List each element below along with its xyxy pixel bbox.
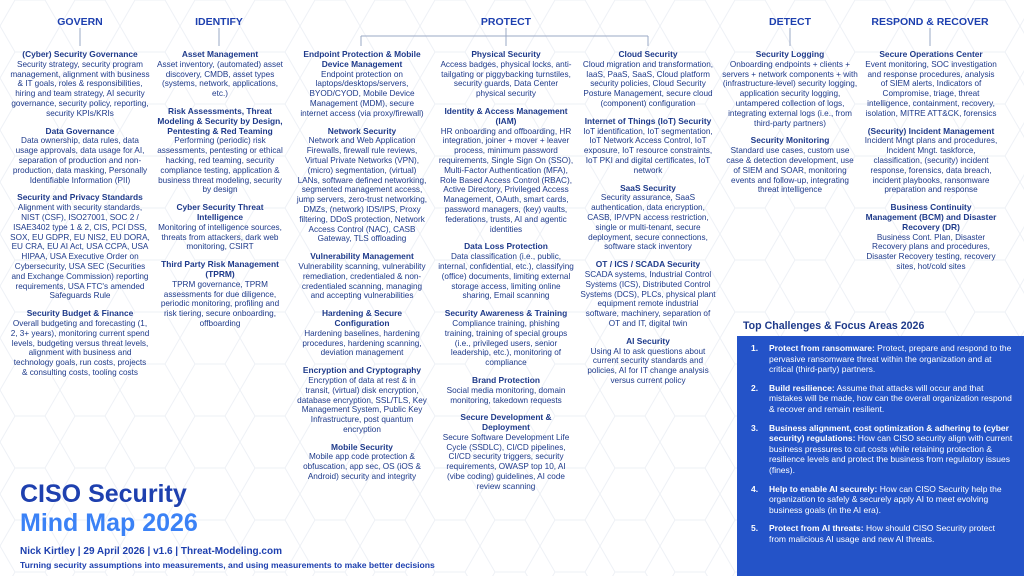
section-title: Security Monitoring — [750, 135, 830, 146]
section-security-awareness — [438, 309, 574, 368]
section-body: Overall budgeting and forecasting (1, 2, 3+ years), monitoring current spend levels, budgeting versus threat levels, alignment with business and technology goals, run costs, projects & consulting costs, tooling costs — [10, 318, 150, 377]
challenge-item — [747, 523, 1014, 544]
section-title: (Cyber) Security Governance — [22, 49, 138, 59]
section-data-governance — [10, 127, 150, 186]
section-title: Secure Development & Deployment — [460, 412, 552, 433]
section-body: Asset inventory, (automated) asset discovery, CMDB, asset types (systems, network, applications, etc.) — [157, 59, 283, 99]
section-title: Security Logging — [755, 49, 825, 59]
section-incident-management — [864, 127, 998, 196]
section-title: Identity & Access Management (IAM) — [444, 105, 568, 126]
section-network-security — [296, 127, 428, 245]
section-title: Security Awareness & Training — [444, 308, 568, 319]
section-body: Incident Mngt plans and procedures, Incident Mngt. taskforce, classification, (security) incident response, forensics, data breach, incident playbooks, ransomware preparation and response — [864, 136, 998, 195]
section-body: IoT identification, IoT segmentation, IoT Network Access Control, IoT exposure, IoT resource constraints, IoT PKI and digital certificates, IoT network — [583, 126, 713, 175]
section-title: Encryption and Cryptography — [302, 365, 422, 376]
challenge-number: 5. — [751, 523, 759, 534]
challenge-text: How should CISO Security protect from malicious AI usage and new AI threats. — [769, 523, 995, 544]
challenge-item — [747, 343, 1014, 375]
section-title: (Security) Incident Management — [867, 125, 995, 136]
category-respond-recover: RESPOND & RECOVER — [871, 16, 989, 28]
section-body: Hardening baselines, hardening procedures, hardening scanning, deviation management — [302, 328, 422, 358]
section-body: Vulnerability scanning, vulnerability remediation, credentialed & non-credentialed scanning, managing and accepting vulnerabilities — [298, 261, 426, 301]
section-iot-security — [580, 117, 716, 176]
section-title: Vulnerability Management — [310, 251, 414, 262]
section-mobile-security — [296, 443, 428, 482]
section-body: Event monitoring, SOC investigation and response procedures, analysis of SIEM alerts, Indicators of Compromise, triage, threat intelligence, containment, recovery, isolation, MITRE ATT&CK, forensics — [865, 59, 997, 118]
respond-recover-column — [864, 50, 998, 280]
category-govern: GOVERN — [57, 16, 103, 28]
challenge-item — [747, 423, 1014, 476]
title-line-2: Mind Map 2026 — [20, 509, 198, 537]
challenge-number: 3. — [751, 422, 759, 433]
section-title: Data Loss Protection — [464, 241, 548, 252]
section-hardening — [296, 309, 428, 358]
category-detect: DETECT — [769, 16, 811, 28]
section-body: Mobile app code protection & obfuscation, app sec, OS (iOS & Android) security and integrity — [303, 452, 421, 482]
section-body: Security assurance, SaaS authentication, data encryption, CASB, IP/VPN access restriction, single or multi-tenant, secure deployment, secure connections, software stack inventory — [587, 193, 709, 252]
section-body: Network and Web Application Firewalls, firewall rule reviews, Virtual Private Networks (VPN), (micro) segmentation, (virtual) LANs, software defined networking, segmented management access, jump servers, zero-trust networking, DMZs, (network) IDS/IPS, Proxy filtering, DDoS protection, Network Access Control (NAC), CASB Gateway, TLS offloading — [296, 136, 428, 244]
challenges-panel — [737, 336, 1024, 576]
section-title: Security and Privacy Standards — [17, 192, 143, 203]
category-identify: IDENTIFY — [195, 16, 243, 28]
section-body: HR onboarding and offboarding, HR integration, joiner + mover + leaver process, minimum password requirements, Single Sign On (SSO), Multi-Factor Authentication (MFA), Role Based Access Control (RBAC), Active Directory, Privileged Access Management, OAuth, smart cards, password managers, (key) vaults, federations, trusts, AI and agentic identities — [438, 126, 574, 234]
section-body: Performing (periodic) risk assessments, pentesting or ethical hacking, red teaming, security compliance testing, application & business threat modeling, security by design — [157, 136, 283, 195]
protect-column-3 — [580, 50, 716, 394]
tagline: Turning security assumptions into measurements, and using measurements to make better decisions — [20, 560, 435, 570]
section-title: AI Security — [626, 335, 670, 346]
title-line-1: CISO Security — [20, 480, 187, 508]
section-title: SaaS Security — [620, 182, 676, 193]
section-body: Onboarding endpoints + clients + servers + network components + with (infrastructure-level) security logging, application security logging, untampered collection of logs, integrating external logs (i.e., from third-party partners) — [722, 59, 858, 128]
section-soc — [864, 50, 998, 119]
section-iam — [438, 107, 574, 234]
section-physical-security — [438, 50, 574, 99]
section-title: Cloud Security — [618, 49, 678, 59]
section-title: Third Party Risk Management (TPRM) — [161, 259, 279, 279]
section-title: Asset Management — [181, 49, 259, 59]
section-cloud-security — [580, 50, 716, 109]
challenge-text: How can CISO security align with current business pressures to cut costs while retaining protection & resilience levels and protect the business from regulatory issues (fines). — [769, 433, 1013, 475]
challenge-number: 4. — [751, 483, 759, 494]
section-body: Secure Software Development Life Cycle (SSDLC), CI/CD pipelines, CI/CD security triggers, security requirements, OWASP top 10, AI (vibe coding) guidelines, AI code review scanning — [442, 432, 570, 491]
challenges-title: Top Challenges & Focus Areas 2026 — [743, 320, 925, 332]
challenge-head: Protect from ransomware: — [769, 343, 875, 353]
challenge-head: Protect from AI threats: — [769, 523, 864, 534]
detect-column — [722, 50, 858, 203]
section-secure-development — [438, 413, 574, 491]
section-title: Hardening & Secure Configuration — [321, 308, 403, 328]
section-body: SCADA systems, Industrial Control Systems (ICS), Distributed Control Systems (DCS), PLCs, physical plant equipment remote industrial software, machinery, separation of OT and IT, digital twin — [580, 269, 716, 328]
section-title: Internet of Things (IoT) Security — [584, 115, 712, 126]
govern-column — [10, 50, 150, 386]
section-security-privacy-standards — [10, 193, 150, 301]
section-body: Access badges, physical locks, anti-tailgating or piggybacking turnstiles, security guards, Data Center physical security — [440, 59, 572, 99]
section-body: Compliance training, phishing training, training of special groups (i.e., privileged users, senior leadership, etc.), monitoring of compliance — [444, 318, 568, 368]
section-brand-protection — [438, 376, 574, 405]
section-security-governance — [10, 50, 150, 119]
challenge-head: Business alignment, cost optimization & adhering to (cyber security) regulations: — [769, 422, 1009, 444]
challenge-head: Build resilience: — [769, 382, 835, 393]
section-ot-ics-scada — [580, 260, 716, 329]
section-threat-intelligence — [154, 203, 286, 252]
section-title: Network Security — [327, 125, 397, 136]
section-body: Social media monitoring, domain monitoring, takedown requests — [446, 385, 566, 405]
section-body: Using AI to ask questions about current security standards and policies, AI for IT change analysis versus current policy — [587, 346, 709, 385]
section-asset-management — [154, 50, 286, 99]
section-title: Mobile Security — [331, 441, 393, 452]
identify-column — [154, 50, 286, 337]
section-title: Brand Protection — [472, 374, 540, 385]
protect-column-2 — [438, 50, 574, 500]
section-security-logging — [722, 50, 858, 128]
challenge-item — [747, 484, 1014, 516]
section-encryption — [296, 366, 428, 435]
section-saas-security — [580, 184, 716, 253]
section-body: Security strategy, security program management, alignment with business & IT goals, roles & responsibilities, hiring and team strategy, AI security governance, security policy, reporting, security KPIs/KRIs — [10, 59, 150, 118]
section-title: Security Budget & Finance — [26, 308, 134, 319]
category-protect: PROTECT — [480, 16, 532, 28]
section-security-monitoring — [722, 136, 858, 195]
author-byline: Nick Kirtley | 29 April 2026 | v1.6 | Threat-Modeling.com — [20, 546, 282, 557]
section-endpoint-protection — [296, 50, 428, 119]
challenge-head: Help to enable AI securely: — [769, 483, 878, 494]
section-title: Business Continuity Management (BCM) and Disaster Recovery (DR) — [865, 202, 997, 232]
section-ai-security — [580, 337, 716, 386]
protect-column-1 — [296, 50, 428, 490]
section-body: Encryption of data at rest & in transit, (virtual) disk encryption, database encryption, SSL/TLS, Key Management System, Public Key Infrastructure, post quantum encryption — [297, 375, 427, 434]
section-title: Endpoint Protection & Mobile Device Management — [303, 49, 421, 69]
section-title: Risk Assessments, Threat Modeling & Security by Design, Pentesting & Red Teaming — [157, 105, 283, 136]
challenge-text: How can CISO Security help the organization to safely & securely apply AI to meet evolving business goals (in the AI era). — [769, 483, 1002, 515]
challenge-text: Assume that attacks will occur and that mistakes will be made, how can the overall organization respond & recover and remain resilient. — [769, 382, 1012, 414]
section-risk-assessments — [154, 107, 286, 195]
section-body: Alignment with security standards, NIST (CSF), ISO27001, SOC 2 / ISAE3402 type 1 & 2, CIS, PCI DSS, SOX, EU GDPR, EU NIS2, EU DORA, EU CRA, EU AI Act, USA CCPA, USA HIPAA, USA Executive Order on Cybersecurity, USA SEC (Securities and Exchange Commission) reporting requirements, USA FTC's amended Safeguards Rule — [10, 203, 150, 301]
section-body: Business Cont. Plan, Disaster Recovery plans and procedures, Disaster Recovery testing, recovery sites, hot/cold sites — [866, 232, 996, 271]
section-data-loss-protection — [438, 242, 574, 301]
section-body: TPRM governance, TPRM assessments for due diligence, periodic monitoring, profiling and risk tiering, secure onboarding, offboarding — [160, 279, 280, 328]
section-vulnerability-management — [296, 252, 428, 301]
mind-map-title — [20, 480, 198, 538]
section-body: Data classification (i.e., public, internal, confidential, etc.), classifying (office) documents, limiting external storage access, limiting online sharing, Email scanning — [438, 252, 574, 301]
section-bcm-dr — [864, 203, 998, 272]
section-body: Endpoint protection on laptops/desktops/servers, BYOD/CYOD, Mobile Device Management (MDM), secure internet access (via proxy/firewall) — [300, 69, 424, 118]
challenge-text: Protect, prepare and respond to the pervasive ransomware threat within the organization and at critical (third-party) partners. — [769, 343, 1012, 375]
section-security-budget-finance — [10, 309, 150, 378]
section-title: Data Governance — [45, 125, 115, 136]
challenge-number: 2. — [751, 382, 759, 393]
section-body: Cloud migration and transformation, IaaS, PaaS, SaaS, Cloud platform security policies, Cloud Security Posture Management, secure cloud (component) configuration — [582, 59, 714, 108]
section-title: Physical Security — [471, 49, 541, 59]
section-body: Standard use cases, custom use case & detection development, use of SIEM and SOAR, monitoring events and follow-up, integrating threat intelligence — [726, 146, 854, 195]
challenge-number: 1. — [751, 343, 759, 353]
section-title: Cyber Security Threat Intelligence — [176, 202, 264, 222]
section-title: Secure Operations Center — [879, 49, 983, 59]
section-body: Data ownership, data rules, data usage approvals, data usage for AI, separation of production and non-production, data masking, Personally Identifiable Information (PII) — [12, 136, 148, 185]
section-body: Monitoring of intelligence sources, threats from attackers, dark web monitoring, CSIRT — [158, 222, 282, 252]
challenge-item — [747, 383, 1014, 415]
section-tprm — [154, 260, 286, 329]
section-title: OT / ICS / SCADA Security — [595, 259, 701, 270]
